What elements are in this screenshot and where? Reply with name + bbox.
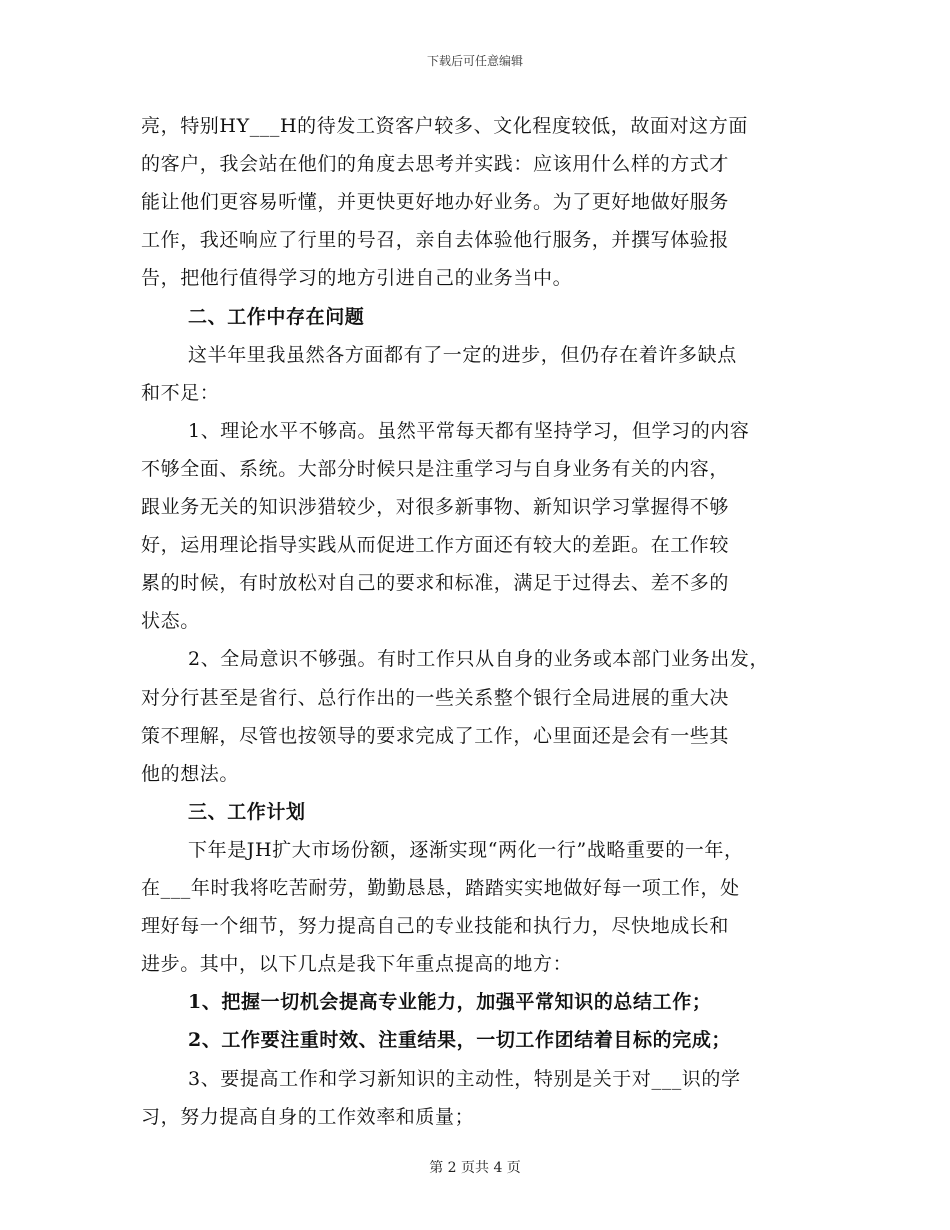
paragraph-line: 亮，特别HY___H的待发工资客户较多、文化程度较低，故面对这方面	[141, 115, 748, 137]
paragraph-line: 不够全面、系统。大部分时候只是注重学习与自身业务有关的内容，	[141, 458, 730, 480]
paragraph-line: 累的时候，有时放松对自己的要求和标准，满足于过得去、差不多的	[141, 572, 730, 594]
paragraph-line: 他的想法。	[141, 763, 240, 785]
paragraph-line: 对分行甚至是省行、总行作出的一些关系整个银行全局进展的重大决	[141, 687, 730, 709]
paragraph-line: 1、理论水平不够高。虽然平常每天都有坚持学习，但学习的内容	[188, 420, 750, 442]
paragraph-line: 这半年里我虽然各方面都有了一定的进步，但仍存在着许多缺点	[188, 344, 737, 366]
paragraph-line: 跟业务无关的知识涉猎较少，对很多新事物、新知识学习掌握得不够	[141, 496, 730, 518]
paragraph-line: 工作，我还响应了行里的号召，亲自去体验他行服务，并撰写体验报	[141, 229, 730, 251]
section-heading: 二、工作中存在问题	[188, 306, 365, 328]
section-heading: 1、把握一切机会提高专业能力，加强平常知识的总结工作；	[188, 991, 712, 1013]
paragraph-line: 的客户，我会站在他们的角度去思考并实践：应该用什么样的方式才	[141, 153, 730, 175]
paragraph-line: 策不理解，尽管也按领导的要求完成了工作，心里面还是会有一些其	[141, 725, 730, 747]
paragraph-line: 好，运用理论指导实践从而促进工作方面还有较大的差距。在工作较	[141, 534, 730, 556]
paragraph-line: 能让他们更容易听懂，并更快更好地办好业务。为了更好地做好服务	[141, 191, 730, 213]
paragraph-line: 进步。其中，以下几点是我下年重点提高的地方：	[141, 953, 573, 975]
paragraph-line: 状态。	[141, 610, 200, 632]
page-footer: 第 2 页共 4 页	[429, 1160, 521, 1176]
paragraph-line: 2、全局意识不够强。有时工作只从自身的业务或本部门业务出发，	[188, 648, 770, 670]
page-header: 下载后可任意编辑	[426, 54, 523, 68]
paragraph-line: 在___年时我将吃苦耐劳，勤勤恳恳，踏踏实实地做好每一项工作，处	[141, 877, 740, 899]
section-heading: 2、工作要注重时效、注重结果，一切工作团结着目标的完成；	[188, 1029, 732, 1051]
paragraph-line: 和不足：	[141, 382, 220, 404]
paragraph-line: 理好每一个细节，努力提高自己的专业技能和执行力，尽快地成长和	[141, 915, 730, 937]
paragraph-line: 习，努力提高自身的工作效率和质量；	[141, 1106, 475, 1128]
paragraph-line: 下年是JH扩大市场份额，逐渐实现“两化一行”战略重要的一年，	[188, 839, 744, 861]
paragraph-line: 告，把他行值得学习的地方引进自己的业务当中。	[141, 267, 573, 289]
section-heading: 三、工作计划	[188, 801, 306, 823]
paragraph-line: 3、要提高工作和学习新知识的主动性，特别是关于对___识的学	[188, 1068, 741, 1090]
